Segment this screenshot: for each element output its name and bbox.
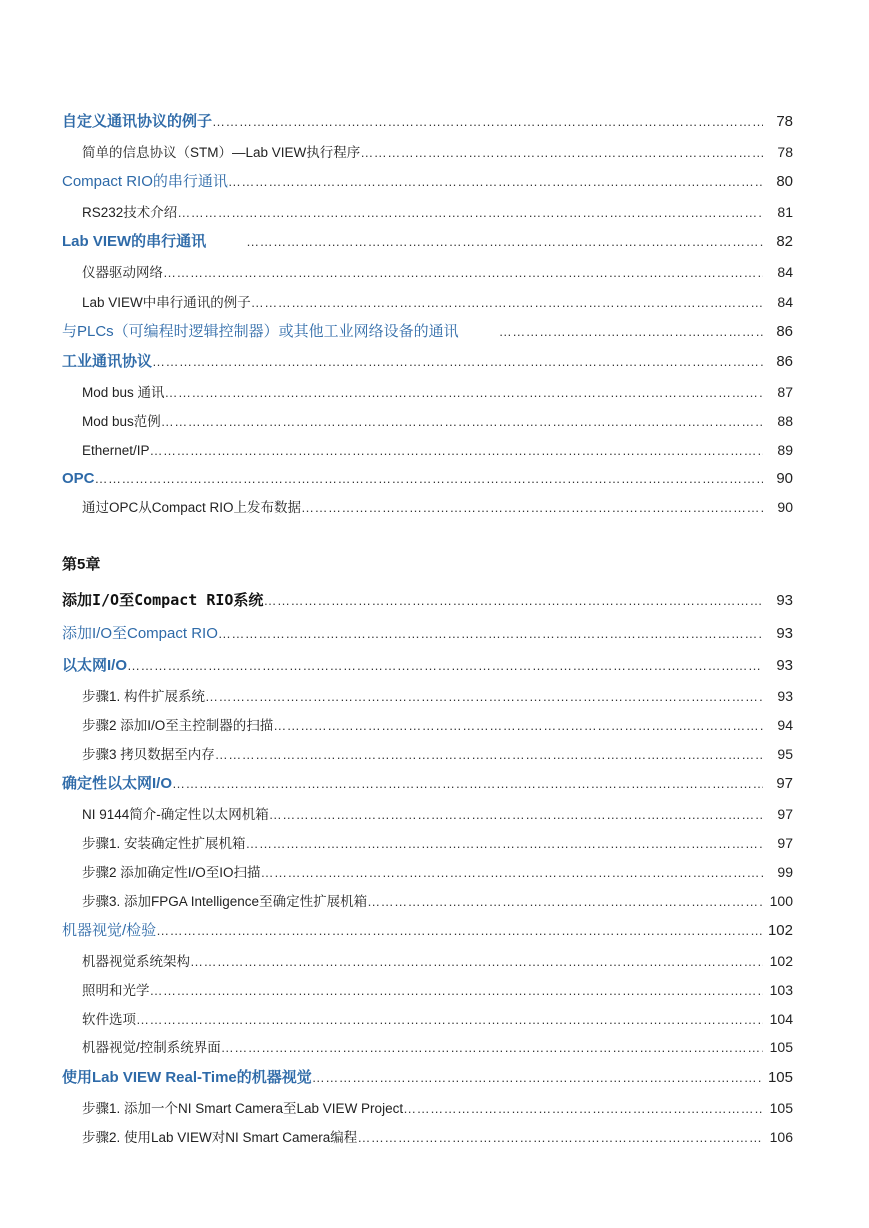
toc-entry-title: 仪器驱动网络 — [82, 265, 163, 280]
toc-entry-page-number: 80 — [776, 173, 793, 190]
toc-entry-title: 步骤2 添加确定性I/O至IO扫描 — [82, 865, 261, 880]
toc-entry-title: 步骤1. 构件扩展系统 — [82, 689, 206, 704]
toc-entry-title: OPC — [62, 470, 95, 487]
toc-entry-title: NI 9144简介-确定性以太网机箱 — [82, 807, 269, 822]
dot-leader — [360, 141, 763, 165]
toc-entry-title: 第5章 — [62, 556, 101, 573]
toc-entry-page-number: 97 — [776, 775, 793, 792]
toc-entry[interactable] — [0, 140, 869, 164]
dot-leader — [403, 1097, 763, 1121]
dot-leader — [246, 230, 763, 254]
toc-entry-title: Lab VIEW的串行通讯 — [62, 233, 207, 250]
toc-entry-page-number: 93 — [776, 592, 793, 609]
toc-entry-page-number: 97 — [777, 835, 793, 851]
dot-leader — [150, 439, 763, 463]
toc-entry-page-number: 93 — [777, 688, 793, 704]
dot-leader — [499, 320, 763, 344]
dot-leader — [136, 1008, 763, 1032]
toc-entry-title: 添加I/O至Compact RIO — [62, 625, 218, 642]
toc-entry[interactable] — [0, 802, 869, 826]
toc-entry-page-number: 106 — [769, 1129, 793, 1145]
toc-entry[interactable] — [0, 350, 869, 374]
toc-entry[interactable] — [0, 110, 869, 134]
toc-entry[interactable] — [0, 1066, 869, 1090]
dot-leader — [165, 381, 763, 405]
dot-leader — [273, 714, 763, 738]
toc-entry-title: 以太网I/O — [62, 657, 128, 674]
toc-entry-page-number: 97 — [777, 806, 793, 822]
dot-leader — [312, 1066, 763, 1090]
toc-entry[interactable] — [0, 772, 869, 796]
dot-leader — [156, 919, 763, 943]
toc-entry-title: 机器视觉/控制系统界面 — [82, 1040, 221, 1055]
toc-entry-page-number: 102 — [767, 922, 793, 939]
toc-entry-title: 机器视觉系统架构 — [82, 954, 190, 969]
toc-entry-page-number: 82 — [776, 233, 793, 250]
toc-entry-page-number: 78 — [777, 144, 793, 160]
toc-entry-title: 步骤1. 安装确定性扩展机箱 — [82, 836, 246, 851]
toc-entry[interactable] — [0, 978, 869, 1002]
toc-entry-page-number: 86 — [776, 323, 793, 340]
toc-entry-page-number: 90 — [777, 499, 793, 515]
toc-entry-title: 添加I/O至Compact RIO系统 — [62, 591, 264, 609]
toc-entry-title: 步骤2. 使用Lab VIEW对NI Smart Camera编程 — [82, 1130, 358, 1145]
toc-entry-page-number: 99 — [777, 864, 793, 880]
toc-entry[interactable] — [0, 919, 869, 943]
dot-leader — [127, 654, 763, 678]
toc-entry[interactable] — [0, 1035, 869, 1059]
toc-entry-title: Mod bus 通讯 — [82, 385, 165, 400]
dot-leader — [228, 170, 763, 194]
toc-entry-page-number: 84 — [777, 264, 793, 280]
dot-leader — [251, 291, 763, 315]
toc-entry-title: 照明和光学 — [82, 983, 150, 998]
toc-entry-title: 机器视觉/检验 — [62, 922, 157, 939]
dot-leader — [221, 1036, 763, 1060]
toc-entry-title: Compact RIO的串行通讯 — [62, 173, 228, 190]
toc-entry-title: 步骤3. 添加FPGA Intelligence至确定性扩展机箱 — [82, 894, 368, 909]
toc-entry[interactable] — [0, 200, 869, 224]
toc-entry-title: 与PLCs（可编程时逻辑控制器）或其他工业网络设备的通讯 — [62, 323, 459, 340]
dot-leader — [357, 1126, 763, 1150]
toc-entry-page-number: 87 — [777, 384, 793, 400]
toc-entry-page-number: 94 — [777, 717, 793, 733]
toc-entry[interactable] — [0, 1096, 869, 1120]
dot-leader — [152, 350, 763, 374]
dot-leader — [301, 496, 763, 520]
dot-leader — [367, 890, 763, 914]
toc-entry[interactable] — [0, 409, 869, 433]
dot-leader — [205, 685, 763, 709]
dot-leader — [95, 467, 763, 491]
toc-entry[interactable] — [0, 742, 869, 766]
toc-entry[interactable] — [0, 831, 869, 855]
toc-entry[interactable] — [0, 654, 869, 678]
toc-entry-page-number: 93 — [776, 625, 793, 642]
toc-entry-title: 确定性以太网I/O — [62, 775, 173, 792]
toc-entry[interactable] — [0, 170, 869, 194]
toc-entry-title: Lab VIEW中串行通讯的例子 — [82, 295, 251, 310]
toc-entry-page-number: 81 — [777, 204, 793, 220]
toc-entry-title: 软件选项 — [82, 1012, 136, 1027]
toc-entry-title: 步骤2 添加I/O至主控制器的扫描 — [82, 718, 274, 733]
toc-entry-page-number: 88 — [777, 413, 793, 429]
toc-entry[interactable] — [0, 230, 869, 254]
toc-entry-page-number: 78 — [776, 113, 793, 130]
toc-entry-page-number: 102 — [769, 953, 793, 969]
dot-leader — [177, 201, 763, 225]
toc-entry[interactable] — [0, 622, 869, 646]
toc-entry-title: 通过OPC从Compact RIO上发布数据 — [82, 500, 302, 515]
dot-leader — [150, 979, 764, 1003]
toc-entry-title: 使用Lab VIEW Real-Time的机器视觉 — [62, 1069, 312, 1086]
toc-entry-title: 自定义通讯协议的例子 — [62, 113, 213, 130]
dot-leader — [215, 743, 763, 767]
toc-entry-page-number: 105 — [767, 1069, 793, 1086]
dot-leader — [212, 110, 763, 134]
toc-entry-title: 步骤3 拷贝数据至内存 — [82, 747, 215, 762]
dot-leader — [261, 861, 763, 885]
toc-entry-page-number: 100 — [769, 893, 793, 909]
toc-entry-page-number: 105 — [769, 1100, 793, 1116]
toc-entry[interactable] — [0, 1125, 869, 1149]
dot-leader — [269, 803, 763, 827]
toc-entry-page-number: 89 — [777, 442, 793, 458]
toc-entry[interactable] — [0, 380, 869, 404]
toc-entry-page-number: 90 — [776, 470, 793, 487]
dot-leader — [263, 589, 763, 613]
dot-leader — [190, 950, 763, 974]
toc-entry[interactable] — [0, 467, 869, 491]
toc-entry[interactable] — [0, 260, 869, 284]
toc-entry[interactable] — [0, 588, 869, 612]
toc-entry[interactable] — [0, 438, 869, 462]
toc-entry-title: Mod bus范例 — [82, 414, 161, 429]
toc-entry-page-number: 103 — [769, 982, 793, 998]
dot-leader — [172, 772, 763, 796]
toc-entry-title: RS232技术介绍 — [82, 205, 178, 220]
toc-entry-page-number: 86 — [776, 353, 793, 370]
toc-entry-title: 工业通讯协议 — [62, 353, 153, 370]
dot-leader — [163, 261, 763, 285]
toc-entry-page-number: 104 — [769, 1011, 793, 1027]
toc-entry[interactable] — [0, 889, 869, 913]
toc-entry-page-number: 84 — [777, 294, 793, 310]
toc-entry[interactable] — [0, 320, 869, 344]
toc-entry-title: 简单的信息协议（STM）—Lab VIEW执行程序 — [82, 145, 361, 160]
toc-entry[interactable] — [0, 860, 869, 884]
toc-entry-title: Ethernet/IP — [82, 443, 150, 458]
toc-entry-title: 步骤1. 添加一个NI Smart Camera至Lab VIEW Project — [82, 1101, 404, 1116]
toc-entry[interactable] — [0, 1007, 869, 1031]
toc-entry-page-number: 105 — [769, 1039, 793, 1055]
chapter-heading[interactable] — [0, 553, 869, 577]
toc-entry-page-number: 93 — [776, 657, 793, 674]
toc-entry[interactable] — [0, 713, 869, 737]
dot-leader — [161, 410, 763, 434]
dot-leader — [246, 832, 763, 856]
toc-entry-page-number: 95 — [777, 746, 793, 762]
toc-entry[interactable] — [0, 949, 869, 973]
dot-leader — [218, 622, 763, 646]
toc-entry[interactable] — [0, 495, 869, 519]
toc-entry[interactable] — [0, 684, 869, 708]
toc-entry[interactable] — [0, 290, 869, 314]
